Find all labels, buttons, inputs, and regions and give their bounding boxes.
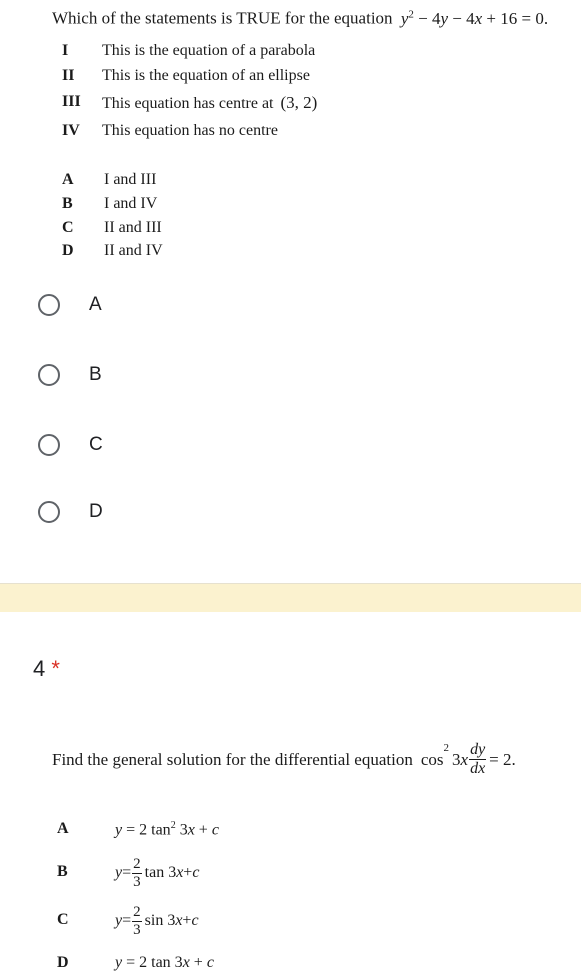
section-divider-band bbox=[0, 583, 581, 612]
q4-choice-c: C y = $\frac{2}{3}$ sin 3 x + c bbox=[57, 903, 199, 938]
question-4-text: Find the general solution for the differential equation bbox=[52, 749, 413, 769]
radio-button-c[interactable] bbox=[38, 434, 60, 456]
radio-button-b[interactable] bbox=[38, 364, 60, 386]
radio-button-d[interactable] bbox=[38, 501, 60, 523]
question-4-title bbox=[33, 656, 60, 682]
q4-choice-b: B y = $\frac{2}{3}$ tan 3 x + c bbox=[57, 855, 200, 890]
question-4-equation: cos $^2$ 3 x $\frac{dy}{dx}$ = 2. bbox=[420, 741, 516, 777]
question-4-choice-list: A y = 2 $\tan^2 3x + c$ B y = $\frac{2}{3}$ tan 3 x + c C y = $\frac{2}{3}$ sin 3 x + c D y = 2 tan 3x + c bbox=[57, 817, 457, 967]
radio-option-a[interactable]: A bbox=[38, 294, 102, 316]
question-4-prompt bbox=[52, 742, 516, 777]
question-number: 4 bbox=[33, 656, 46, 681]
radio-option-d[interactable]: D bbox=[38, 501, 103, 523]
radio-option-b[interactable]: B bbox=[38, 364, 102, 386]
question-3-text: Which of the statements is TRUE for the equation bbox=[52, 8, 393, 28]
radio-option-c[interactable]: C bbox=[38, 434, 103, 456]
radio-button-a[interactable] bbox=[38, 294, 60, 316]
question-3-prompt bbox=[52, 8, 548, 29]
question-3-equation: $y^2 - 4y - 4x + 16 = 0$. bbox=[400, 8, 549, 28]
required-asterisk: * bbox=[51, 656, 60, 681]
